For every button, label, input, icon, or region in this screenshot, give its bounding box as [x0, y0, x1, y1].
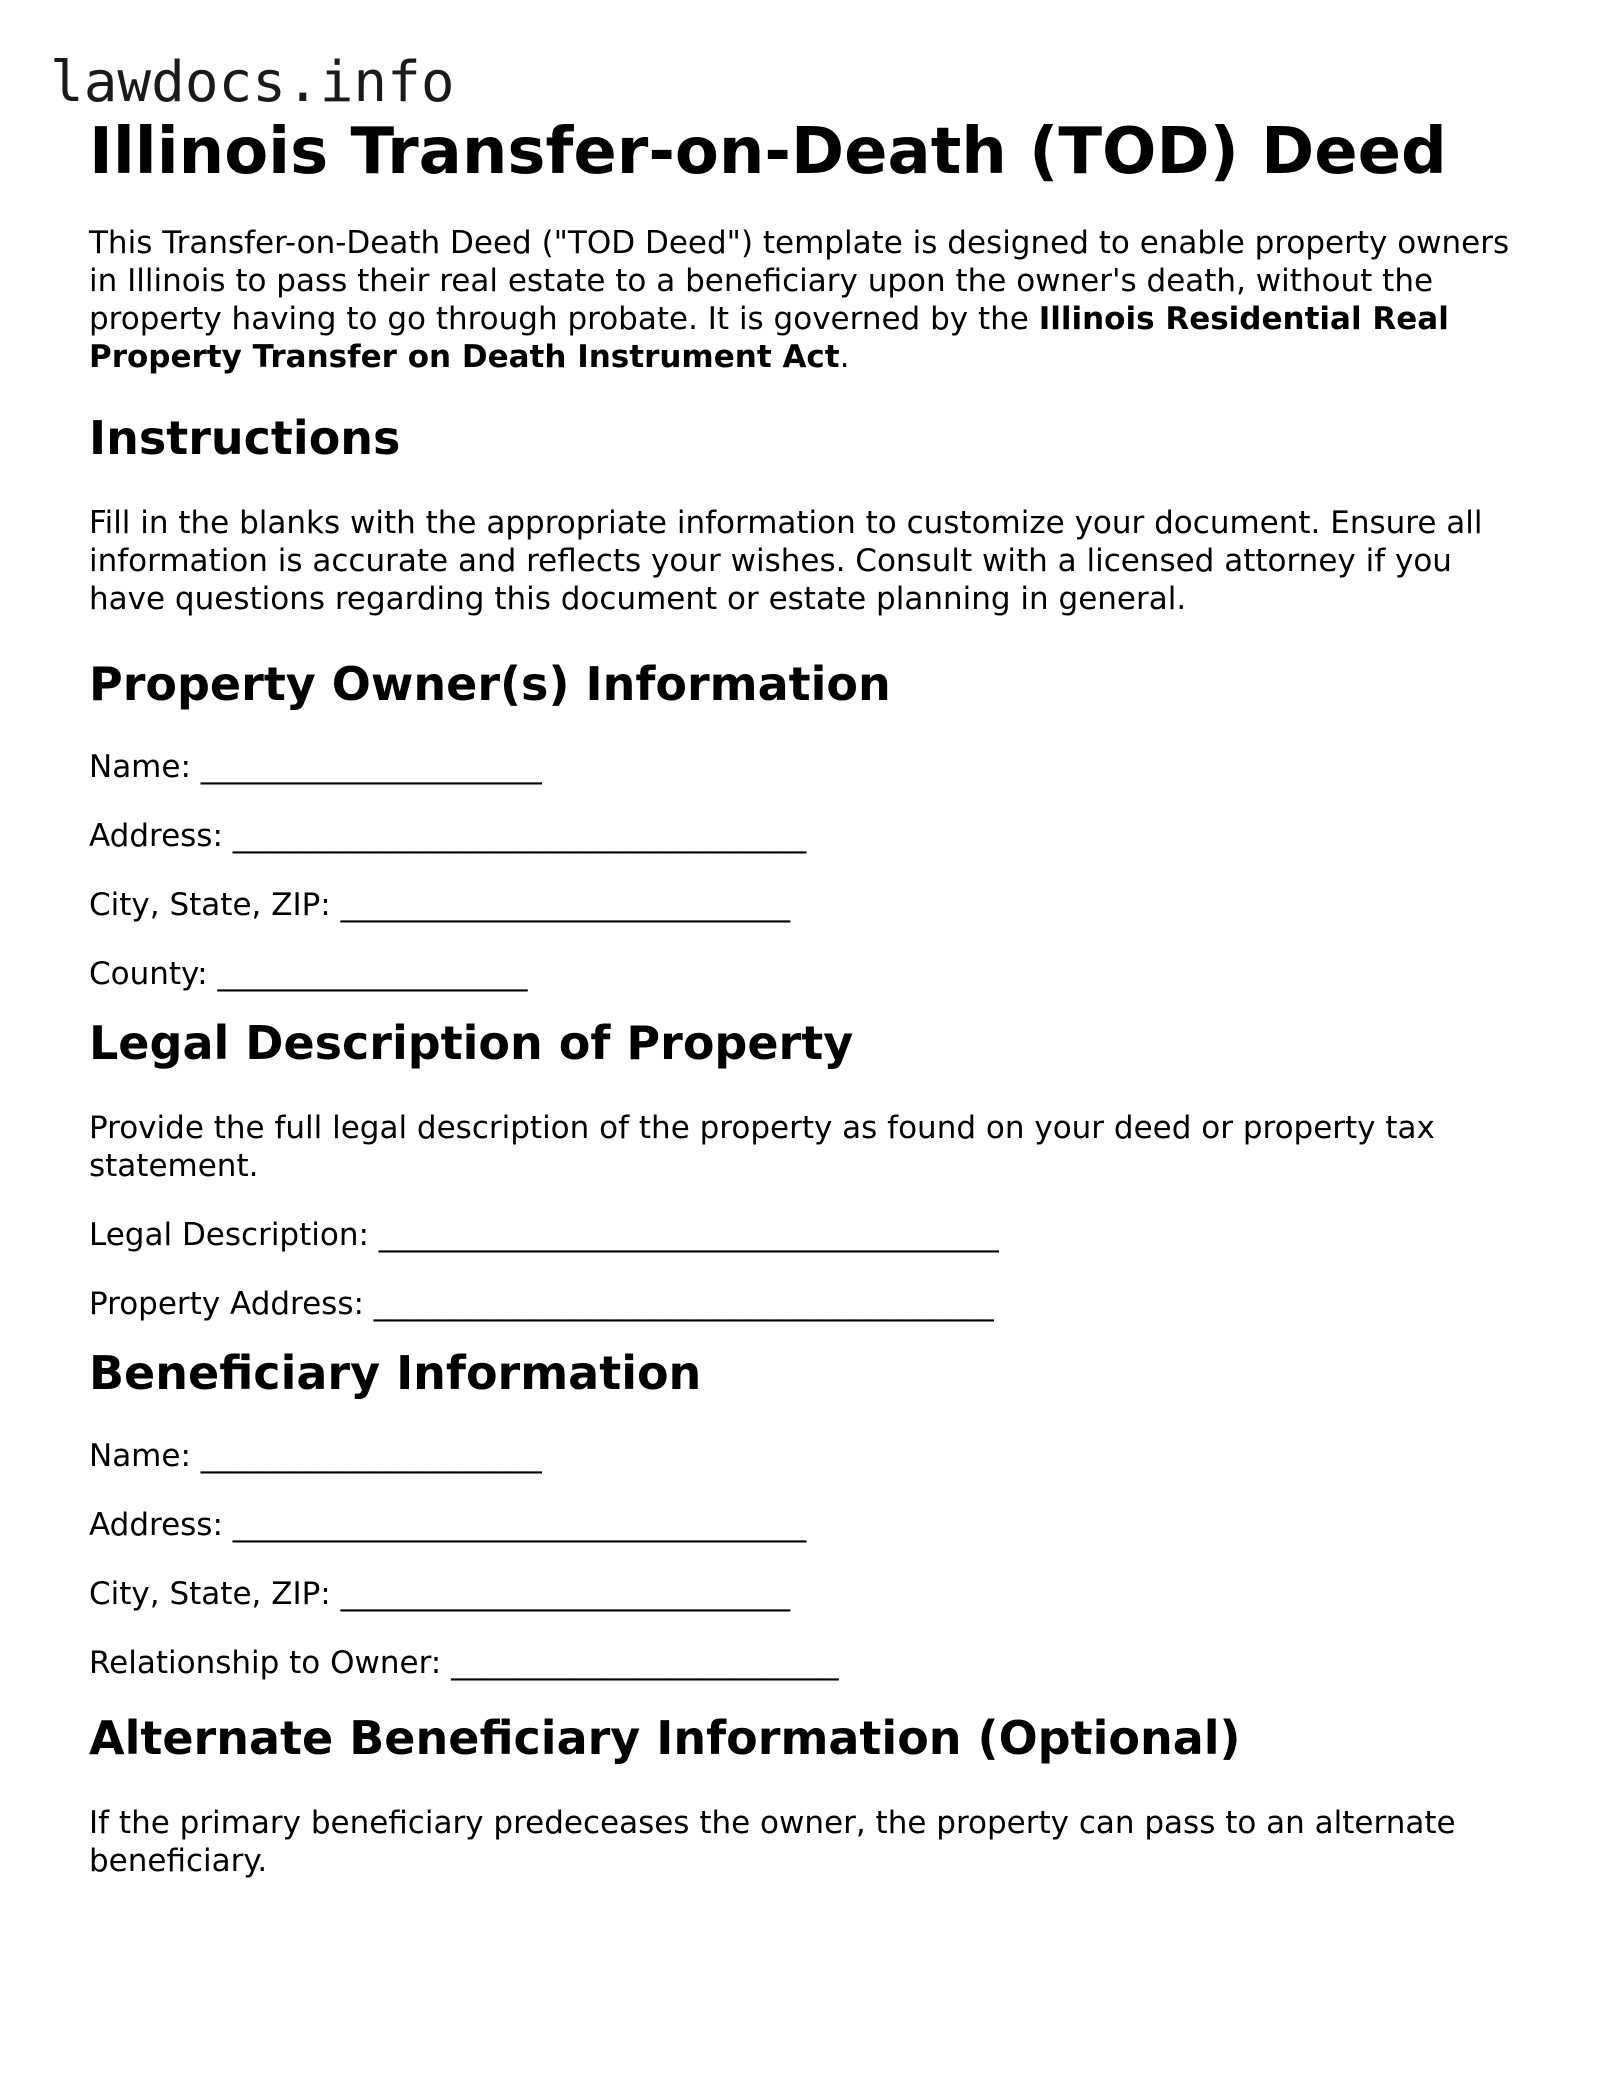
document-title: Illinois Transfer-on-Death (TOD) Deed — [89, 115, 1447, 189]
owner-name-field[interactable]: Name: ______________________ — [89, 749, 542, 785]
site-watermark: lawdocs.info — [50, 50, 455, 115]
beneficiary-address-field[interactable]: Address: _____________________________________ — [89, 1507, 807, 1543]
intro-text-end: . — [839, 339, 850, 375]
instructions-heading: Instructions — [89, 411, 401, 465]
legal-description-field[interactable]: Legal Description: ________________________________________ — [89, 1217, 999, 1253]
act-name: Illinois Residential Real Property Transfer on Death Instrument Act — [89, 301, 1449, 375]
intro-text: This Transfer-on-Death Deed ("TOD Deed") template is designed to enable property owners in Illinois to pass their real estate to a beneficiary upon the owner's death, without the property having to go through probate. It is governed by the — [89, 225, 1510, 337]
owner-address-field[interactable]: Address: _____________________________________ — [89, 818, 807, 854]
legal-description-heading: Legal Description of Property — [89, 1016, 854, 1070]
intro-paragraph — [89, 224, 1529, 376]
owner-city-state-zip-field[interactable]: City, State, ZIP: _____________________________ — [89, 887, 791, 923]
owner-info-heading: Property Owner(s) Information — [89, 657, 891, 711]
beneficiary-city-state-zip-field[interactable]: City, State, ZIP: _____________________________ — [89, 1576, 791, 1612]
beneficiary-name-field[interactable]: Name: ______________________ — [89, 1438, 542, 1474]
alternate-beneficiary-paragraph: If the primary beneficiary predeceases the owner, the property can pass to an alternate beneficiary. — [89, 1805, 1456, 1879]
alternate-beneficiary-heading: Alternate Beneficiary Information (Optional) — [89, 1711, 1241, 1765]
instructions-paragraph: Fill in the blanks with the appropriate information to customize your document. Ensure all information is accurate and reflects your wishes. Consult with a licensed attorney if you have questions regarding this document or estate planning in general. — [89, 505, 1483, 617]
owner-county-field[interactable]: County: ____________________ — [89, 956, 528, 992]
beneficiary-info-heading: Beneficiary Information — [89, 1346, 702, 1400]
document-body — [89, 112, 1529, 1880]
property-address-field[interactable]: Property Address: ________________________________________ — [89, 1286, 994, 1322]
beneficiary-relationship-field[interactable]: Relationship to Owner: _________________________ — [89, 1645, 839, 1681]
legal-description-paragraph: Provide the full legal description of the property as found on your deed or property tax statement. — [89, 1110, 1435, 1184]
